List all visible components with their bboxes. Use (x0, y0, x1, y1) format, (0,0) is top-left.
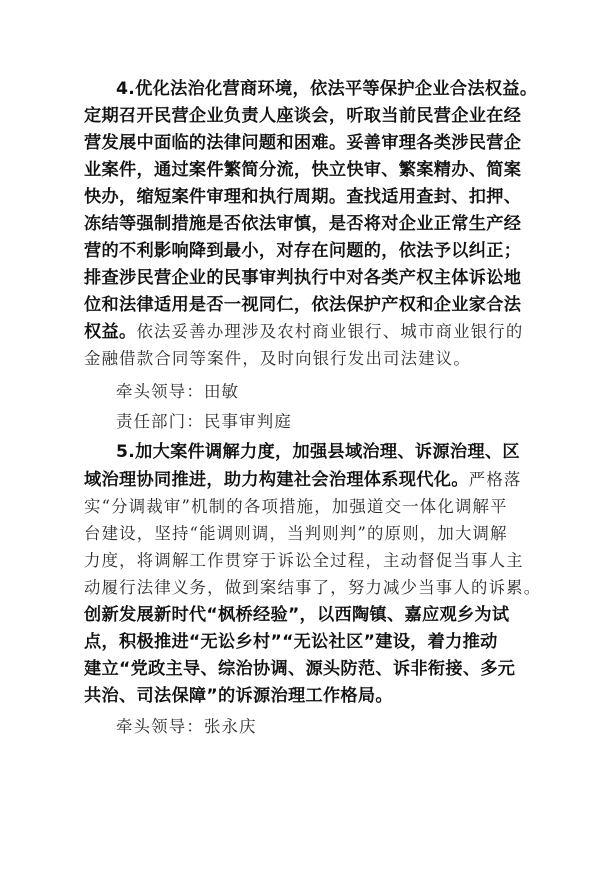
paragraph-line: 冻结等强制措施是否依法审慎，是否将对企业正常生产经 (84, 214, 522, 234)
paragraph-line: 营发展中面临的法律问题和困难。妥善审理各类涉民营企 (84, 133, 522, 153)
paragraph-line: 业案件，通过案件繁简分流，快立快审、繁案精办、简案 (84, 160, 522, 180)
paragraph-line: 动履行法律义务，做到案结事了，努力减少当事人的诉累。 (84, 578, 542, 597)
paragraph-line: 创新发展新时代“枫桥经验”，以西陶镇、嘉应观乡为试 (84, 605, 510, 625)
paragraph-segment: 权益。 (84, 322, 137, 342)
lead-leader-label: 牵头领导：田敏 (116, 382, 240, 401)
paragraph-line: 营的不利影响降到最小，对存在问题的，依法予以纠正； (84, 241, 522, 261)
paragraph-line: 快办，缩短案件审理和执行周期。查找适用查封、扣押、 (84, 187, 522, 207)
paragraph-line: 金融借款合同等案件，及时向银行发出司法建议。 (84, 349, 471, 368)
paragraph-line: 共治、司法保障”的诉源治理工作格局。 (84, 686, 393, 706)
lead-leader-label: 牵头领导：张永庆 (116, 717, 257, 736)
paragraph-line-mixed (84, 321, 523, 343)
paragraph-line: 台建设，坚持“能调则调，当判则判”的原则，加大调解 (84, 524, 508, 543)
paragraph-line: 位和法律适用是否一视同仁，依法保护产权和企业家合法 (84, 295, 522, 315)
paragraph-segment: 严格落 (468, 470, 522, 489)
paragraph-line: 实“分调裁审”机制的各项措施，加强道交一体化调解平 (84, 497, 508, 516)
paragraph-line: 定期召开民营企业负责人座谈会，听取当前民营企业在经 (84, 106, 522, 126)
paragraph-segment: 域治理协同推进，助力构建社会治理体系现代化。 (84, 470, 469, 490)
paragraph-line: 建立“党政主导、综治协调、源头防范、诉非衔接、多元 (84, 659, 516, 679)
paragraph-line: 力度，将调解工作贯穿于诉讼全过程，主动督促当事人主 (84, 551, 524, 570)
paragraph-line: 点，积极推进“无讼乡村”“无讼社区”建设，着力推动 (84, 632, 498, 652)
section-5-heading: 5.加大案件调解力度，加强县域治理、诉源治理、区 (116, 442, 520, 462)
paragraph-line: 排查涉民营企业的民事审判执行中对各类产权主体诉讼地 (84, 268, 522, 288)
section-4-heading: 4.优化法治化营商环境，依法平等保护企业合法权益。 (116, 79, 538, 99)
paragraph-segment: 依法妥善办理涉及农村商业银行、城市商业银行的 (136, 322, 524, 341)
paragraph-line-mixed (84, 469, 522, 491)
responsible-dept-label: 责任部门：民事审判庭 (116, 412, 292, 431)
